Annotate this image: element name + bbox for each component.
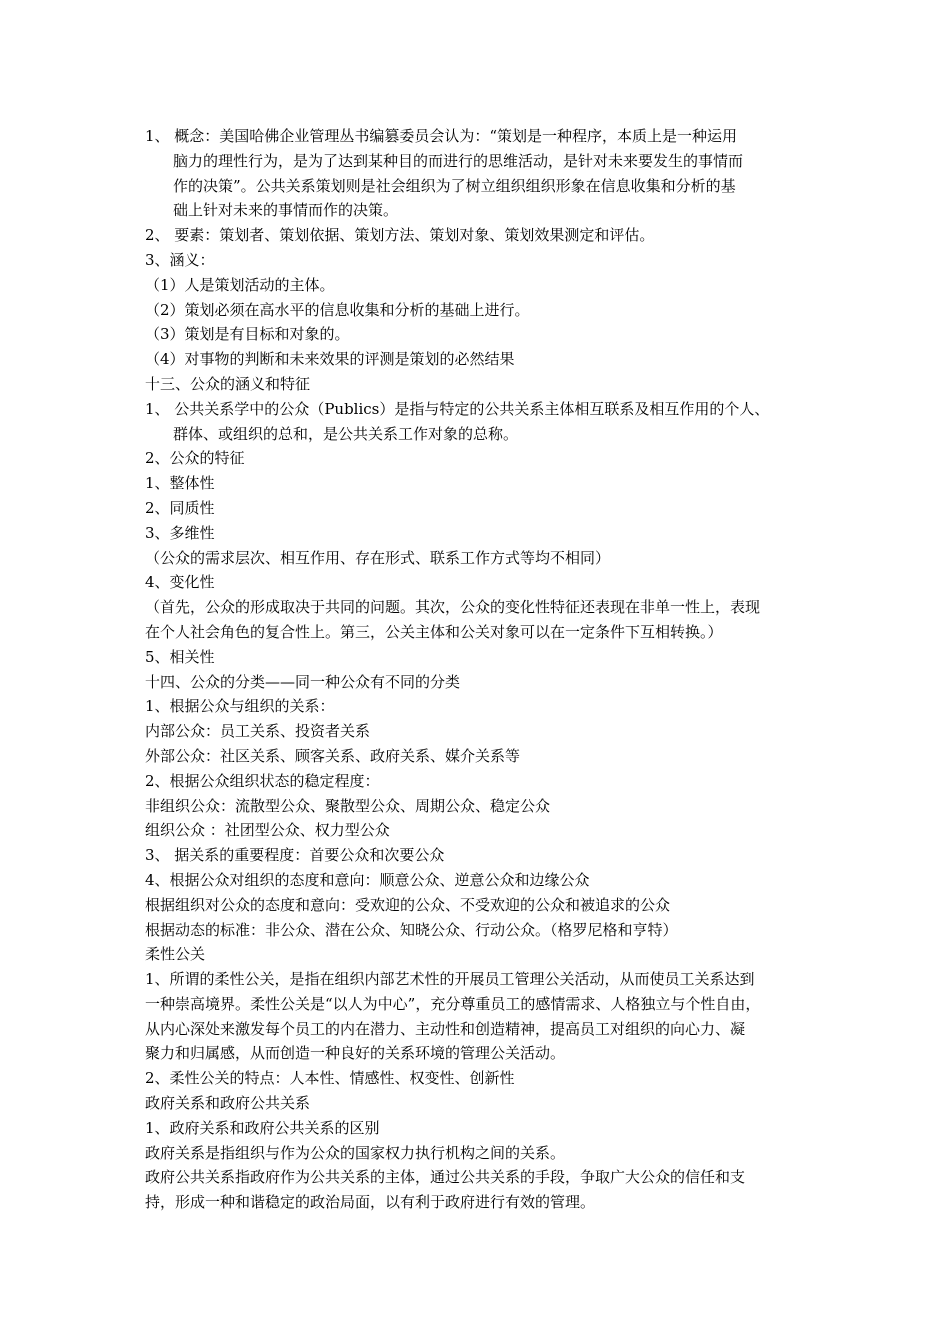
text-line: （2）策划必须在高水平的信息收集和分析的基础上进行。 <box>145 300 530 319</box>
text-line: 根据动态的标准：非公众、潜在公众、知晓公众、行动公众。（格罗尼格和亨特） <box>145 920 678 939</box>
text-line: 在个人社会角色的复合性上。第三，公关主体和公关对象可以在一定条件下互相转换。） <box>145 622 723 641</box>
text-line: 4、变化性 <box>145 573 215 592</box>
text-line: （4）对事物的判断和未来效果的评测是策划的必然结果 <box>145 350 515 369</box>
text-line: 2、柔性公关的特点：人本性、情感性、权变性、创新性 <box>145 1069 515 1088</box>
text-line: 政府公共关系指政府作为公共关系的主体，通过公共关系的手段，争取广大公众的信任和支 <box>145 1168 746 1187</box>
text-line: 一种崇高境界。柔性公关是“以人为中心”，充分尊重员工的感情需求、人格独立与个性自由， <box>145 994 761 1013</box>
text-line: 政府关系和政府公共关系 <box>145 1094 311 1113</box>
text-line: 2、同质性 <box>145 498 215 517</box>
text-line: 1、所谓的柔性公关，是指在组织内部艺术性的开展员工管理公关活动，从而使员工关系达到 <box>145 970 755 989</box>
text-line: 2、 要素：策划者、策划依据、策划方法、策划对象、策划效果测定和评估。 <box>145 226 655 245</box>
text-line: 外部公众：社区关系、顾客关系、政府关系、媒介关系等 <box>145 746 521 765</box>
text-line: 十三、公众的涵义和特征 <box>145 374 311 393</box>
document-body <box>145 124 815 1215</box>
text-line: 根据组织对公众的态度和意向：受欢迎的公众、不受欢迎的公众和被追求的公众 <box>145 895 671 914</box>
text-line: 2、根据公众组织状态的稳定程度： <box>145 771 380 790</box>
text-line: 1、整体性 <box>145 474 215 493</box>
text-line: 非组织公众：流散型公众、聚散型公众、周期公众、稳定公众 <box>145 796 551 815</box>
text-line: 组织公众 ：社团型公众、权力型公众 <box>145 821 390 840</box>
text-line: 脑力的理性行为，是为了达到某种目的而进行的思维活动，是针对未来要发生的事情而 <box>173 151 744 170</box>
text-line: 从内心深处来激发每个员工的内在潜力、主动性和创造精神，提高员工对组织的向心力、凝 <box>145 1019 746 1038</box>
text-line: 3、涵义： <box>145 250 215 269</box>
text-line: 1、政府关系和政府公共关系的区别 <box>145 1118 380 1137</box>
text-line: 1、 公共关系学中的公众（Publics）是指与特定的公共关系主体相互联系及相互作用的个人、 <box>145 399 770 418</box>
text-line: 作的决策”。公共关系策划则是社会组织为了树立组织组织形象在信息收集和分析的基 <box>173 176 736 195</box>
text-line: 1、根据公众与组织的关系： <box>145 697 335 716</box>
text-line: 十四、公众的分类——同一种公众有不同的分类 <box>145 672 461 691</box>
text-line: 3、多维性 <box>145 523 215 542</box>
text-line: （公众的需求层次、相互作用、存在形式、联系工作方式等均不相同） <box>145 548 611 567</box>
text-line: 础上针对未来的事情而作的决策。 <box>173 201 399 220</box>
text-line: 2、公众的特征 <box>145 449 245 468</box>
text-line: （首先，公众的形成取决于共同的问题。其次，公众的变化性特征还表现在非单一性上，表现 <box>145 598 761 617</box>
text-line: 政府关系是指组织与作为公众的国家权力执行机构之间的关系。 <box>145 1143 566 1162</box>
text-line: 聚力和归属感，从而创造一种良好的关系环境的管理公关活动。 <box>145 1044 566 1063</box>
text-line: 3、 据关系的重要程度：首要公众和次要公众 <box>145 846 445 865</box>
text-line: 4、根据公众对组织的态度和意向：顺意公众、逆意公众和边缘公众 <box>145 870 590 889</box>
text-line: 5、相关性 <box>145 647 215 666</box>
text-line: 持，形成一种和谐稳定的政治局面，以有利于政府进行有效的管理。 <box>145 1193 596 1212</box>
text-line: （3）策划是有目标和对象的。 <box>145 325 350 344</box>
text-line: 群体、或组织的总和，是公共关系工作对象的总称。 <box>173 424 519 443</box>
text-line: 1、 概念：美国哈佛企业管理丛书编篡委员会认为：“策划是一种程序，本质上是一种运用 <box>145 127 737 145</box>
text-line: （1）人是策划活动的主体。 <box>145 275 335 294</box>
text-line: 柔性公关 <box>145 945 206 964</box>
text-line: 内部公众：员工关系、投资者关系 <box>145 722 371 741</box>
